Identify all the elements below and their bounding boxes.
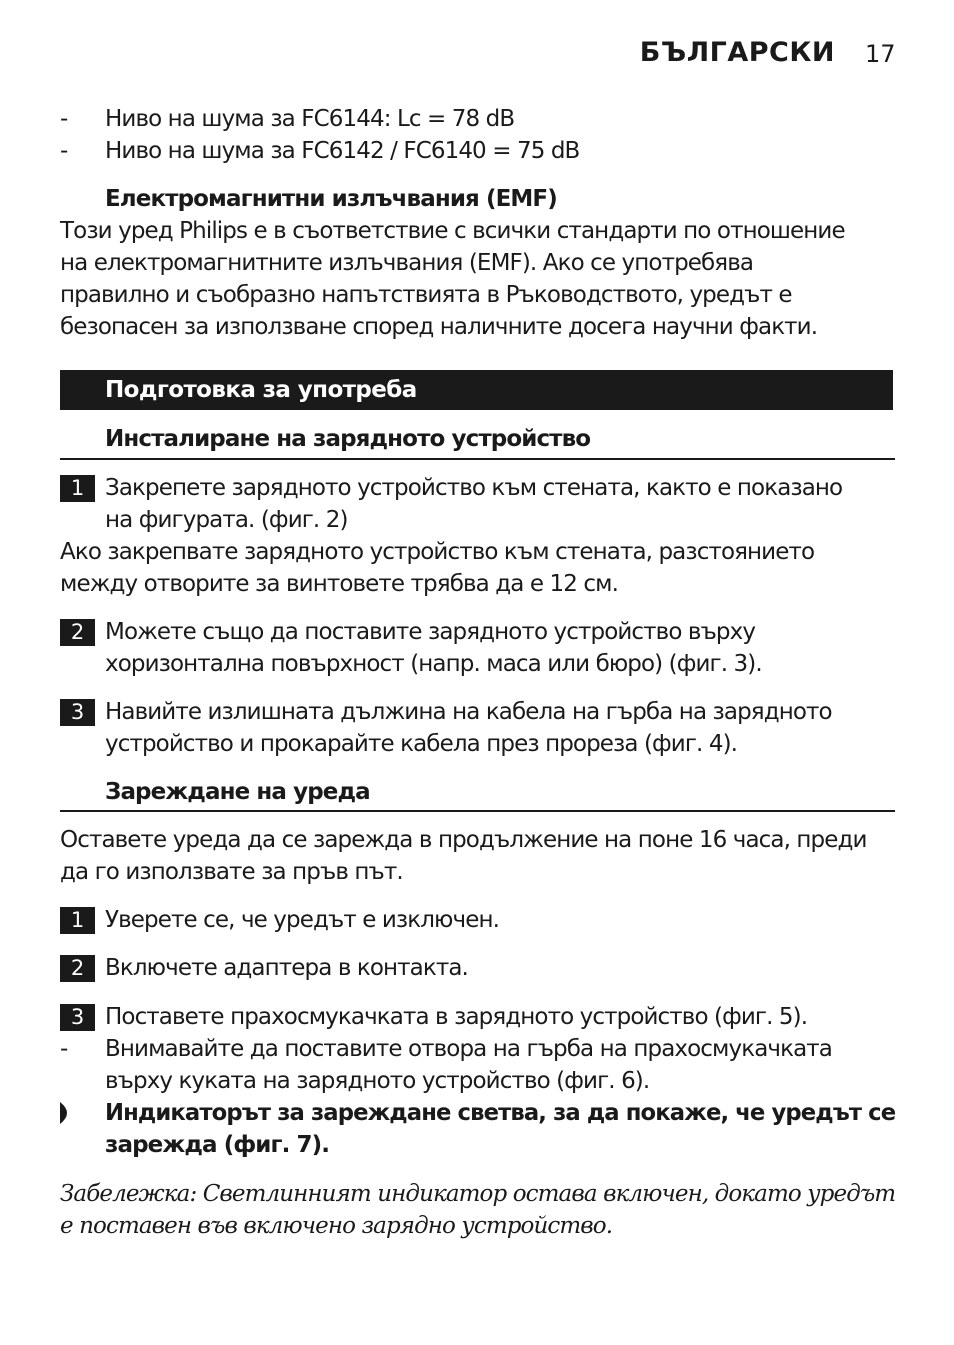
list-dash: - — [60, 138, 69, 164]
charging-intro-line: Оставете уреда да се зарежда в продължение на поне 16 часа, преди — [60, 827, 867, 853]
step-number-2: 2 — [60, 955, 95, 982]
install-step3-line: устройство и прокарайте кабела през прореза (фиг. 4). — [105, 731, 738, 757]
charging-step3: Поставете прахосмукачката в зарядното устройство (фиг. 5). — [105, 1004, 808, 1030]
noise-level-fc6144: Ниво на шума за FC6144: Lc = 78 dB — [105, 106, 515, 132]
heading-rule — [60, 458, 895, 460]
section-title: Подготовка за употреба — [105, 377, 417, 403]
noise-level-fc6142: Ниво на шума за FC6142 / FC6140 = 75 dB — [105, 138, 580, 164]
heading-rule — [60, 810, 895, 812]
emf-heading: Електромагнитни излъчвания (EMF) — [105, 186, 557, 212]
step-number-3: 3 — [60, 1004, 95, 1031]
charging-sub-line: Внимавайте да поставите отвора на гърба на прахосмукачката — [105, 1036, 832, 1062]
install-step2-line: Можете също да поставите зарядното устройство върху — [105, 619, 756, 645]
step-number-1: 1 — [60, 475, 95, 502]
charging-result-line: зарежда (фиг. 7). — [105, 1132, 330, 1158]
install-step1-note: Ако закрепвате зарядното устройство към стената, разстоянието — [60, 539, 815, 565]
step-number-1: 1 — [60, 907, 95, 934]
note-line: е поставен във включено зарядно устройство. — [60, 1213, 613, 1239]
emf-paragraph-line: Този уред Philips е в съответствие с всички стандарти по отношение — [60, 218, 845, 244]
step-number-2: 2 — [60, 619, 95, 646]
install-step2-line: хоризонтална повърхност (напр. маса или бюро) (фиг. 3). — [105, 651, 762, 677]
charging-step1: Уверете се, че уредът е изключен. — [105, 907, 500, 933]
list-dash: - — [60, 1036, 69, 1062]
emf-paragraph-line: правилно и съобразно напътствията в Ръководството, уредът е — [60, 282, 792, 308]
result-triangle-icon — [60, 1102, 74, 1124]
charging-heading: Зареждане на уреда — [105, 779, 370, 805]
emf-paragraph-line: безопасен за използване според наличните досега научни факти. — [60, 314, 818, 340]
install-step1-line: на фигурата. (фиг. 2) — [105, 507, 348, 533]
note-line: Забележка: Светлинният индикатор остава включен, докато уредът — [60, 1181, 896, 1207]
charging-sub-line: върху куката на зарядното устройство (фиг. 6). — [105, 1068, 650, 1094]
charging-intro-line: да го използвате за пръв път. — [60, 859, 403, 885]
install-step1-note: между отворите за винтовете трябва да е 12 см. — [60, 571, 618, 597]
emf-paragraph-line: на електромагнитните излъчвания (EMF). Ако се употребява — [60, 250, 754, 276]
install-step3-line: Навийте излишната дължина на кабела на гърба на зарядното — [105, 699, 832, 725]
list-dash: - — [60, 106, 69, 132]
charging-step2: Включете адаптера в контакта. — [105, 955, 468, 981]
charging-result-line: Индикаторът за зареждане светва, за да покаже, че уредът се — [105, 1100, 896, 1126]
language-heading: БЪЛГАРСКИ — [639, 37, 835, 68]
install-step1-line: Закрепете зарядното устройство към стената, както е показано — [105, 475, 843, 501]
step-number-3: 3 — [60, 699, 95, 726]
install-heading: Инсталиране на зарядното устройство — [105, 426, 591, 452]
page-number: 17 — [865, 40, 896, 68]
